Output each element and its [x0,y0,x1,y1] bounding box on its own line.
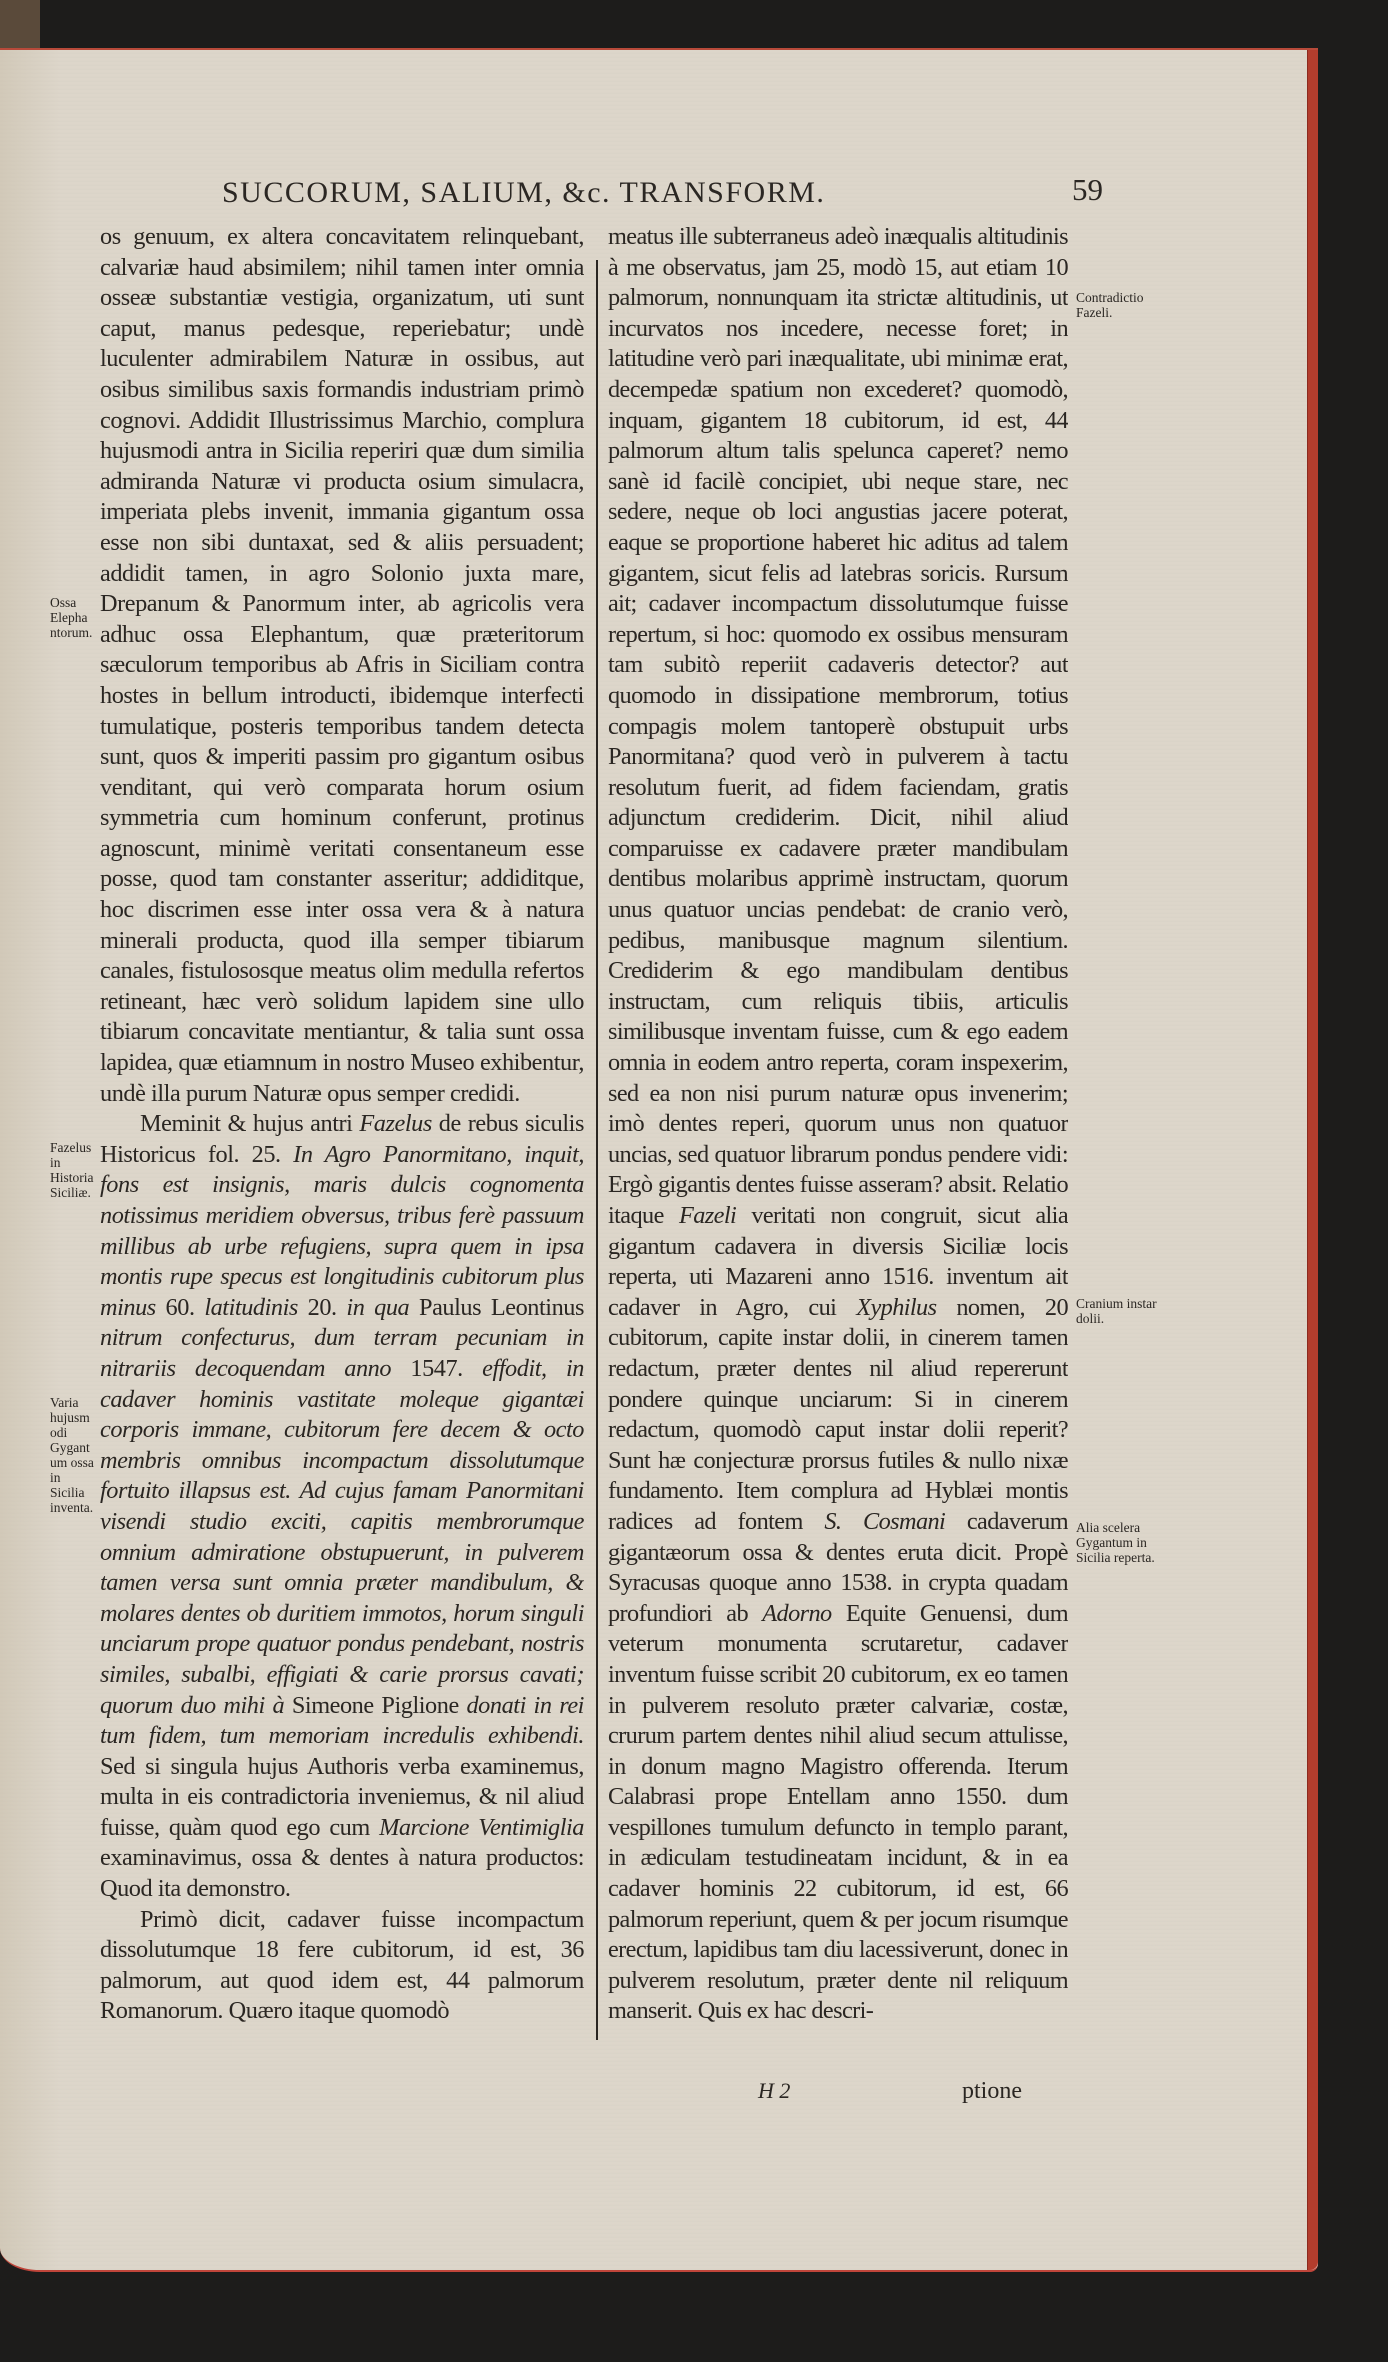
left-paragraph-3 [100,1905,584,2027]
italic-text-run: In Agro Panormitano, inquit, fons est insignis, maris dulcis cognomenta notissimus meridiem obversus, tribus ferè passuum millibus ab urbe refugiens, supra quem in ipsa montis rupe specus est longitudinis cubitorum plus minus [100,1140,584,1321]
text-run: 1547. [410,1354,483,1382]
text-run: Simeone Piglione [291,1691,467,1719]
right-paragraph-1 [608,222,1068,2027]
catchword: ptione [962,2078,1022,2104]
italic-text-run: donati in rei tum fidem, tum memoriam incredulis exhibendi. [100,1691,584,1750]
text-run: Sed si singula hujus Authoris verba examinemus, multa in eis contradictoria inveniemus, & nil aliud fuisse, quàm quod ego cum [100,1752,584,1841]
running-head: SUCCORUM, SALIUM, &c. TRANSFORM. [222,176,826,209]
margin-note-ossa-elephantorum: Ossa Elephantorum. [50,595,93,640]
signature-mark: H 2 [758,2078,791,2103]
text-run: os genuum, ex altera concavitatem relinquebant, calvariæ haud absimilem; nihil tamen inter omnia osseæ substantiæ vestigia, organizatum, uti sunt caput, manus pedesque, reperiebatur; undè luculenter admirabilem Naturæ in ossibus, aut osibus similibus saxis formandis industriam primò cognovi. Addidit Illustrissimus Marchio, complura hujusmodi antra in Sicilia reperiri quæ dum similia admiranda Naturæ vi producta osium simulacra, imperiata plebs invenit, immania gigantum ossa esse non sibi duntaxat, sed & aliis persuadent; addidit tamen, in agro Solonio juxta mare, Drepanum & Panormum inter, ab agricolis vera adhuc ossa Elephantum, quæ præteritorum sæculorum temporibus ab Afris in Siciliam contra hostes in bellum introducti, ibidemque interfecti tumulatique, posteris temporibus tandem detecta sunt, quos & imperiti passim pro gigantum osibus venditant, qui verò comparata horum osium symmetria cum hominum conferunt, protinus agnoscunt, minimè veritati consentaneum esse posse, quod tam constanter asseritur; addiditque, hoc discrimen esse inter ossa vera & à natura minerali producta, quod illa semper tibiarum canales, fistulososque meatus olim medulla refertos retineant, hæc verò solidum lapidem sine ullo tibiarum concavitate mentiantur, & talia sunt ossa lapidea, quæ etiamnum in nostro Museo exhibentur, undè illa purum Naturæ opus semper credidi. [100,223,584,1107]
text-run: de rebus siculis Historicus fol. 25. [100,1110,584,1168]
italic-text-run: in qua [346,1293,419,1321]
italic-text-run: Fazelus [359,1110,432,1138]
italic-text-run: Xyphilus [856,1293,937,1321]
text-run: Meminit & hujus antri [140,1110,360,1138]
text-run: examinavimus, ossa & dentes à natura productos: Quod ita demonstro. [100,1844,584,1903]
italic-text-run: Marcione Ventimiglia [379,1813,584,1841]
left-paragraph-1 [100,222,584,1109]
text-run: veritati non congruit, sicut alia gigantum cadavera in diversis Siciliæ locis reperta, uti Mazareni anno 1516. inventum ait cadaver in Agro, cui [608,1202,1068,1321]
text-run: cadaverum gigantæorum ossa & dentes eruta dicit. Propè Syracusas quoque anno 1538. in crypta quadam profundiori ab [608,1507,1068,1627]
margin-note-varia-gygantum: Varia hujusmodi Gygantum ossa in Sicilia inventa. [50,1395,94,1515]
right-column [608,222,1068,2032]
text-run: 20. [307,1293,347,1321]
italic-text-run: effodit, in cadaver hominis vastitate moleque gigantæi corporis immane, cubitorum fere decem & octo membris omnibus incompactum dissolutumque fortuito illapsus est. Ad cujus famam Panormitani visendi studio exciti, capitis membrorumque omnium admiratione obstupuerunt, in pulverem tamen versa sunt omnia præter mandibulum, & molares dentes ob duritiem immotos, horum singuli unciarum prope quatuor pondus pendebant, nostris similes, subalbi, effigiati & carie prorsus cavati; quorum duo mihi à [100,1354,584,1719]
left-paragraph-2 [100,1109,584,1904]
italic-text-run: nitrum confecturus, dum terram pecuniam in nitrariis decoquendam anno [100,1324,584,1382]
italic-text-run: Adorno [762,1599,832,1627]
text-run: nomen, 20 cubitorum, capite instar dolii, in cinerem tamen redactum, præter dentes nil aliud repererunt pondere quinque unciarum: Si in cinerem redactum, quomodò caput instar dolii reperit? Sunt hæ conjecturæ prorsus futiles & nullo nixæ fundamento. Item complura ad Hyblæi montis radices ad fontem [608,1293,1068,1535]
margin-note-fazelus: Fazelus in Historia Siciliæ. [50,1140,94,1200]
margin-note-cranium: Cranium instar dolii. [1076,1296,1157,1326]
margin-note-alia-scelera: Alia scelera Gygantum in Sicilia reperta. [1076,1520,1155,1565]
book-page [0,48,1318,2272]
italic-text-run: Fazeli [678,1202,737,1229]
column-rule [596,260,598,2040]
text-run: Paulus Leontinus [419,1293,584,1321]
text-run: Equite Genuensi, dum veterum monumenta scrutaretur, cadaver inventum fuisse scribit 20 cubitorum, ex eo tamen in pulverem resoluto præter calvariæ, costæ, crurum partem dentes nihil aliud secum attulisse, in donum magno Magistro offerenda. Iterum Calabrasi prope Entellam anno 1550. dum vespillones tumulum defuncto in templo parant, in ædiculam testudineatam incidunt, & in ea cadaver hominis 22 cubitorum, id est, 66 palmorum reperiunt, quem & per jocum risumque erectum, lapidibus tam diu lacessiverunt, donec in pulverem resolutum, præter dente nil reliquum manserit. Quis ex hac descri- [608,1599,1068,2025]
margin-note-contradictio: Contradictio Fazeli. [1076,290,1144,320]
text-run: Primò dicit, cadaver fuisse incompactum dissolutumque 18 fere cubitorum, id est, 36 palmorum, aut quod idem est, 44 palmorum Romanorum. Quæro itaque quomodò [100,1905,584,2025]
text-run: 60. [165,1293,205,1321]
page-number: 59 [1072,172,1103,207]
italic-text-run: S. Cosmani [824,1507,946,1535]
red-page-edge [1307,50,1318,2270]
left-column [100,222,584,2032]
italic-text-run: latitudinis [204,1293,308,1321]
text-run: meatus ille subterraneus adeò inæqualis altitudinis à me observatus, jam 25, modò 15, aut etiam 10 palmorum, nonnunquam ita strictæ altitudinis, ut incurvatos nos incedere, necesse foret; in latitudine verò pari inæqualitate, ubi minimæ erat, decempedæ spatium non excederet? quomodò, inquam, gigantem 18 cubitorum, id est, 44 palmorum altum talis spelunca caperet? nemo sanè id facilè concipiet, ubi neque stare, nec sedere, neque ob loci angustias jacere poterat, eaque se proportione haberet hic aditus ad talem gigantem, sicut felis ad latebras soricis. Rursum ait; cadaver incompactum dissolutumque fuisse repertum, si hoc: quomodo ex ossibus mensuram tam subitò reperiit cadaveris detector? aut quomodo in dissipatione membrorum, totius compagis molem tantoperè obstupuit urbs Panormitana? quod verò in pulverem à tactu resolutum fuerit, ad fidem faciendam, gratis adjunctum crediderim. Dicit, nihil aliud comparuisse ex cadavere præter mandibulam dentibus molaribus apprimè instructam, quorum unus quatuor uncias pendebat: de cranio verò, pedibus, manibusque magnum silentium. Crediderim & ego mandibulam dentibus instructam, cum reliquis tibiis, articulis similibusque inventam fuisse, cum & ego eadem omnia in eodem antro reperta, coram inspexerim, sed ea non nisi purum naturæ opus invenerim; imò dentes reperi, quorum unus non quatuor uncias, sed quatuor librarum pondus pendere vidi: Ergò gigantis dentes fuisse asseram? absit. Relatio itaque [608,223,1068,1229]
